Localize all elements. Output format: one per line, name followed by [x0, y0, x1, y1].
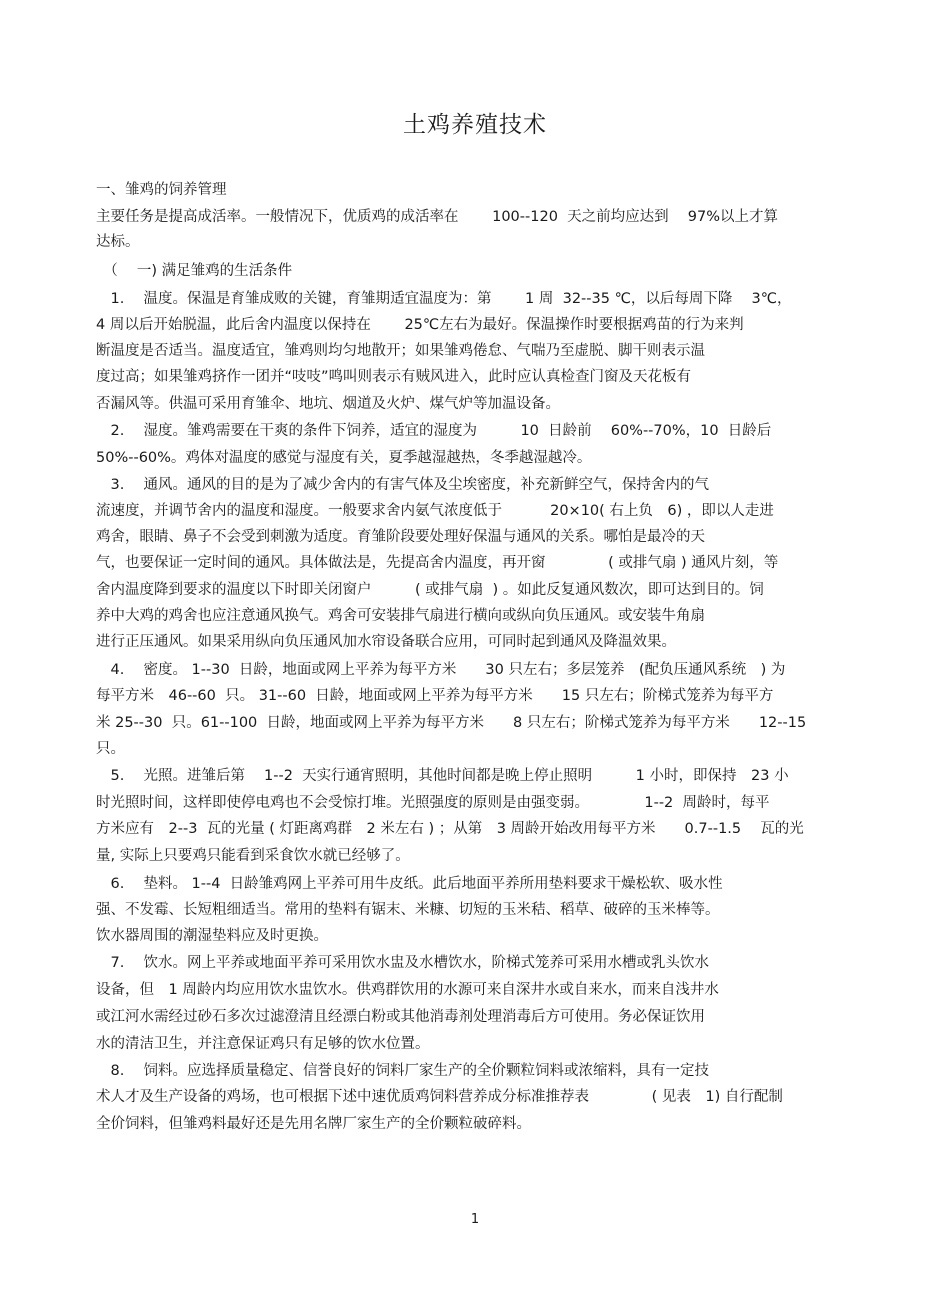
paragraph-line: 气，也要保证一定时间的通风。具体做法是，先提高舍内温度，再开窗 ( 或排气扇 ) 通风片刻，等 — [96, 555, 779, 571]
paragraph-line: 时光照时间，这样即使停电鸡也不会受惊打堆。光照强度的原则是由强变弱。 1--2 周龄时，每平 — [96, 795, 770, 811]
paragraph-line: 米 25--30 只。61--100 日龄，地面或网上平养为每平方米 8 只左右；阶梯式笼养为每平方米 12--15 — [96, 715, 807, 731]
paragraph-line: 1. 温度。保温是育雏成败的关键，育雏期适宜温度为：第 1 周 32--35 ℃，以后每周下降 3℃， — [96, 291, 792, 307]
paragraph-line: 养中大鸡的鸡舍也应注意通风换气。鸡舍可安装排气扇进行横向或纵向负压通风。或安装牛角扇 — [96, 608, 705, 624]
paragraph-line: 达标。 — [96, 234, 140, 250]
paragraph-line: 舍内温度降到要求的温度以下时即关闭窗户 ( 或排气扇 ) 。如此反复通风数次，即可达到目的。饲 — [96, 582, 764, 598]
paragraph-line: 术人才及生产设备的鸡场，也可根据下述中速优质鸡饲料营养成分标准推荐表 ( 见表 1) 自行配制 — [96, 1089, 783, 1105]
paragraph-line: 方米应有 2--3 瓦的光量 ( 灯距离鸡群 2 米左右 ) ；从第 3 周龄开始改用每平方米 0.7--1.5 瓦的光 — [96, 821, 804, 837]
paragraph-line: 主要任务是提高成活率。一般情况下，优质鸡的成活率在 100--120 天之前均应达到 97%以上才算 — [96, 209, 778, 225]
paragraph-line: 鸡舍，眼睛、鼻子不会受到刺激为适度。育雏阶段要处理好保温与通风的关系。哪怕是最冷的天 — [96, 529, 705, 545]
paragraph-line: 饮水器周围的潮湿垫料应及时更换。 — [96, 928, 328, 944]
paragraph-line: 进行正压通风。如果采用纵向负压通风加水帘设备联合应用，可同时起到通风及降温效果。 — [96, 634, 676, 650]
section-heading: 一、雏鸡的饲养管理 — [96, 182, 227, 198]
paragraph-line: 或江河水需经过砂石多次过滤澄清且经漂白粉或其他消毒剂处理消毒后方可使用。务必保证饮用 — [96, 1009, 705, 1025]
page-number: 1 — [470, 1212, 480, 1227]
paragraph-line: 只。 — [96, 741, 125, 757]
paragraph-line: 量, 实际上只要鸡只能看到采食饮水就已经够了。 — [96, 848, 410, 864]
paragraph-line: 8. 饲料。应选择质量稳定、信誉良好的饲料厂家生产的全价颗粒饲料或浓缩料，具有一定技 — [96, 1063, 709, 1079]
paragraph-line: 6. 垫料。 1--4 日龄雏鸡网上平养可用牛皮纸。此后地面平养所用垫料要求干燥松软、吸水性 — [96, 876, 723, 892]
paragraph-line: 水的清洁卫生，并注意保证鸡只有足够的饮水位置。 — [96, 1036, 430, 1052]
paragraph-line: 2. 湿度。雏鸡需要在干爽的条件下饲养，适宜的湿度为 10 日龄前 60%--70%，10 日龄后 — [96, 423, 772, 439]
paragraph-line: 4 周以后开始脱温，此后舍内温度以保持在 25℃左右为最好。保温操作时要根据鸡苗的行为来判 — [96, 317, 744, 333]
paragraph-line: 设备，但 1 周龄内均应用饮水盅饮水。供鸡群饮用的水源可来自深井水或自来水，而来自浅井水 — [96, 982, 719, 998]
paragraph-line: 3. 通风。通风的目的是为了减少舍内的有害气体及尘埃密度，补充新鲜空气，保持舍内的气 — [96, 477, 709, 493]
paragraph-line: 5. 光照。进雏后第 1--2 天实行通宵照明，其他时间都是晚上停止照明 1 小时，即保持 23 小 — [96, 768, 789, 784]
paragraph-line: 全价饲料，但雏鸡料最好还是先用名牌厂家生产的全价颗粒破碎料。 — [96, 1116, 531, 1132]
document-title: 土鸡养殖技术 — [403, 112, 547, 138]
paragraph-line: 流速度，并调节舍内的温度和湿度。一般要求舍内氨气浓度低于 20×10( 右上负 6) ，即以人走进 — [96, 503, 774, 519]
paragraph-line: 7. 饮水。网上平养或地面平养可采用饮水盅及水槽饮水，阶梯式笼养可采用水槽或乳头饮水 — [96, 955, 709, 971]
paragraph-line: 否漏风等。供温可采用育雏伞、地坑、烟道及火炉、煤气炉等加温设备。 — [96, 396, 560, 412]
subsection-heading: （ 一) 满足雏鸡的生活条件 — [96, 263, 293, 279]
paragraph-line: 断温度是否适当。温度适宜，雏鸡则均匀地散开；如果雏鸡倦怠、气喘乃至虚脱、脚干则表示温 — [96, 343, 705, 359]
paragraph-line: 强、不发霉、长短粗细适当。常用的垫料有锯末、米糠、切短的玉米秸、稻草、破碎的玉米棒等。 — [96, 902, 720, 918]
paragraph-line: 每平方米 46--60 只。 31--60 日龄，地面或网上平养为每平方米 15 只左右；阶梯式笼养为每平方 — [96, 688, 774, 704]
paragraph-line: 4. 密度。 1--30 日龄，地面或网上平养为每平方米 30 只左右；多层笼养 (配负压通风系统 ) 为 — [96, 662, 786, 678]
paragraph-line: 50%--60%。鸡体对温度的感觉与湿度有关，夏季越湿越热，冬季越湿越冷。 — [96, 450, 592, 466]
paragraph-line: 度过高；如果雏鸡挤作一团并“吱吱”鸣叫则表示有贼风进入，此时应认真检查门窗及天花板有 — [96, 369, 692, 385]
